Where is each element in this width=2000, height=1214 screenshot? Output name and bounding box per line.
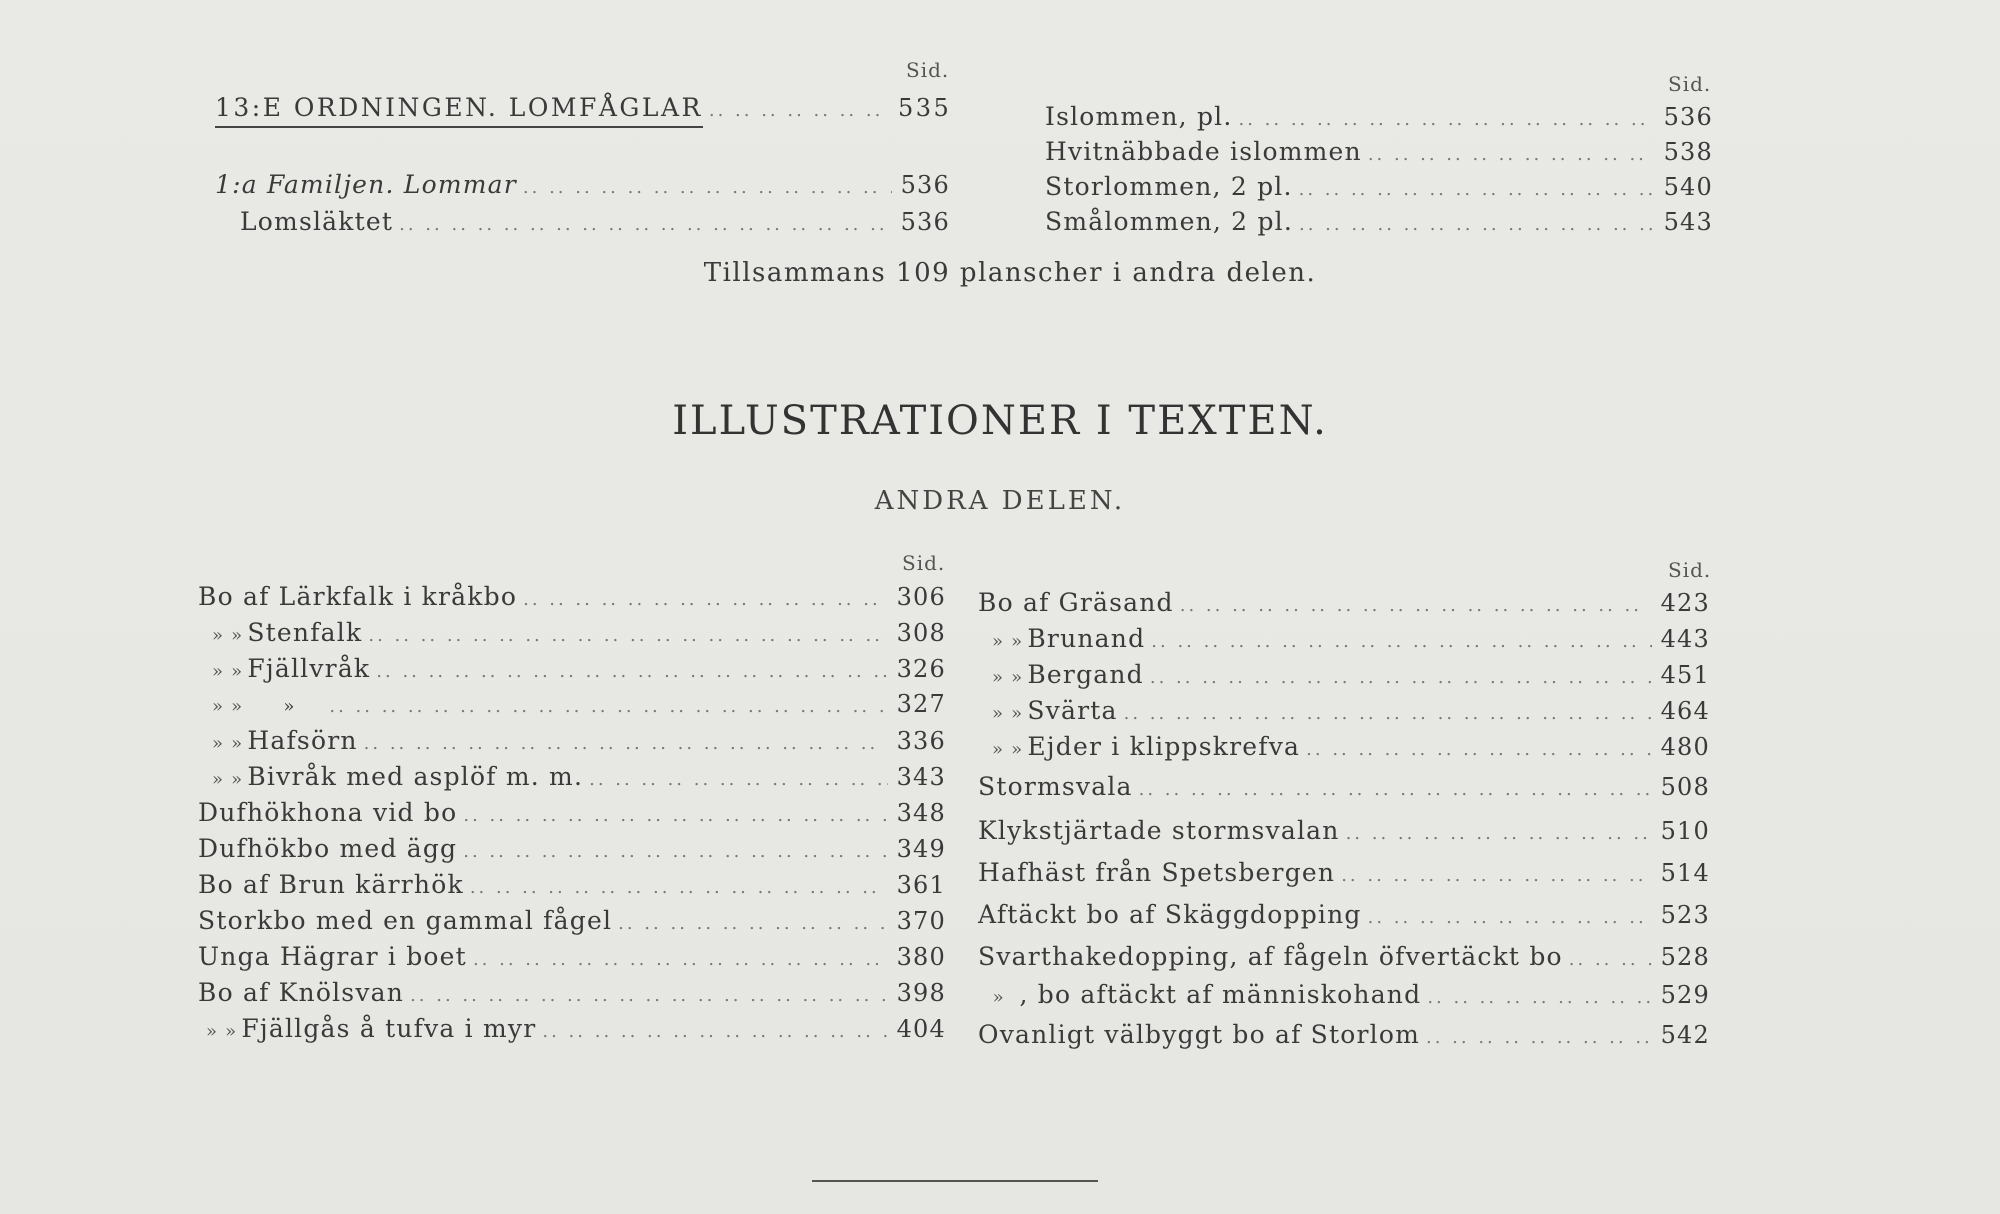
leader-dots bbox=[399, 216, 892, 234]
illustration-page: 306 bbox=[896, 583, 946, 611]
illustration-row bbox=[198, 944, 946, 980]
illustration-page: 326 bbox=[896, 655, 946, 683]
illustration-row bbox=[198, 980, 946, 1016]
illustration-label: Storkbo med en gammal fågel bbox=[198, 906, 613, 935]
illustration-label: » bbox=[283, 696, 296, 717]
illustration-row bbox=[198, 692, 946, 728]
illustration-page: 443 bbox=[1660, 625, 1710, 653]
leader-dots bbox=[1299, 181, 1655, 199]
illustration-label: Fjällgås å tufva i myr bbox=[241, 1014, 537, 1043]
illustration-label: Hafhäst från Spetsbergen bbox=[978, 858, 1336, 887]
ditto-mark: » » bbox=[212, 769, 244, 790]
leader-dots bbox=[589, 771, 888, 789]
illustration-page: 336 bbox=[896, 727, 946, 755]
illustration-row bbox=[978, 590, 1710, 626]
illustration-page: 464 bbox=[1660, 697, 1710, 725]
ditto-mark: » bbox=[992, 987, 1005, 1008]
family-row bbox=[215, 172, 950, 197]
illustration-label: Brunand bbox=[1027, 624, 1146, 653]
family-label: 1:a Familjen. Lommar bbox=[215, 170, 517, 199]
order-page: 535 bbox=[898, 94, 952, 122]
leader-dots bbox=[1180, 597, 1652, 615]
illustration-row bbox=[978, 860, 1710, 902]
leader-dots bbox=[470, 879, 888, 897]
illustration-label: Bivråk med asplöf m. m. bbox=[247, 762, 584, 791]
leader-dots bbox=[1426, 1029, 1652, 1047]
ditto-mark: » » bbox=[992, 631, 1024, 652]
leader-dots bbox=[463, 843, 888, 861]
illustration-row bbox=[198, 584, 946, 620]
leader-dots bbox=[1150, 669, 1652, 687]
genus-row bbox=[215, 209, 950, 234]
section-title: ILLUSTRATIONER I TEXTEN. bbox=[672, 398, 1328, 444]
plate-row bbox=[1045, 139, 1713, 174]
illustration-label: Stenfalk bbox=[247, 618, 363, 647]
ditto-mark: » » bbox=[212, 625, 244, 646]
illustration-row bbox=[198, 800, 946, 836]
order-heading: 13:E ORDNINGEN. LOMFÅGLAR bbox=[215, 95, 703, 128]
leader-dots bbox=[1368, 909, 1652, 927]
illustration-label: Dufhökbo med ägg bbox=[198, 834, 458, 863]
leader-dots bbox=[1239, 111, 1656, 129]
illustration-page: 508 bbox=[1660, 773, 1710, 801]
family-page: 536 bbox=[900, 171, 950, 199]
leader-dots bbox=[410, 987, 888, 1005]
ditto-mark: » » bbox=[212, 733, 244, 754]
plates-left-column bbox=[215, 95, 950, 234]
illustration-label: Hafsörn bbox=[247, 726, 358, 755]
illustration-row bbox=[978, 734, 1710, 774]
illustration-label: Bo af Lärkfalk i kråkbo bbox=[198, 582, 518, 611]
leader-dots bbox=[473, 951, 888, 969]
illustration-page: 398 bbox=[896, 979, 946, 1007]
illustration-row bbox=[978, 662, 1710, 698]
illustration-page: 349 bbox=[896, 835, 946, 863]
genus-label: Lomsläktet bbox=[240, 207, 394, 236]
plate-page: 538 bbox=[1663, 138, 1713, 166]
illustration-label: Ejder i klippskrefva bbox=[1027, 732, 1301, 761]
section-subtitle: ANDRA DELEN. bbox=[874, 486, 1126, 516]
leader-dots bbox=[1306, 741, 1652, 759]
leader-dots bbox=[368, 627, 888, 645]
leader-dots bbox=[1427, 989, 1652, 1007]
ditto-mark: » » bbox=[212, 696, 244, 717]
leader-dots bbox=[523, 179, 892, 197]
illustration-label: Ovanligt välbyggt bo af Storlom bbox=[978, 1020, 1420, 1049]
plate-label: Hvitnäbbade islommen bbox=[1045, 137, 1362, 166]
plates-right-column bbox=[1045, 104, 1713, 244]
illustration-label: Stormsvala bbox=[978, 772, 1133, 801]
illustration-page: 343 bbox=[896, 763, 946, 791]
illustration-row bbox=[978, 774, 1710, 818]
ditto-mark: » » bbox=[992, 739, 1024, 760]
leader-dots bbox=[542, 1023, 888, 1041]
page-column-header: Sid. bbox=[1668, 72, 1712, 96]
illustration-label: Bergand bbox=[1027, 660, 1144, 689]
ditto-mark: » » bbox=[212, 661, 244, 682]
leader-dots bbox=[1124, 705, 1652, 723]
plate-label: Islommen, pl. bbox=[1045, 102, 1233, 131]
illustration-row bbox=[198, 908, 946, 944]
leader-dots bbox=[1368, 146, 1655, 164]
illustration-page: 542 bbox=[1660, 1021, 1710, 1049]
illustration-row bbox=[198, 728, 946, 764]
plate-row bbox=[1045, 104, 1713, 139]
illustration-label: Fjällvråk bbox=[247, 654, 371, 683]
illustration-page: 380 bbox=[896, 943, 946, 971]
illustration-row bbox=[978, 982, 1710, 1022]
ditto-mark: » » bbox=[992, 667, 1024, 688]
illustration-label: Bo af Knölsvan bbox=[198, 978, 405, 1007]
leader-dots bbox=[1341, 867, 1652, 885]
illustration-page: 308 bbox=[896, 619, 946, 647]
plate-row bbox=[1045, 209, 1713, 244]
leader-dots bbox=[1569, 951, 1652, 969]
leader-dots bbox=[1151, 633, 1652, 651]
leader-dots bbox=[329, 698, 888, 716]
leader-dots bbox=[709, 102, 892, 120]
illustrations-left-column bbox=[198, 584, 946, 1052]
ditto-mark: » » bbox=[992, 703, 1024, 724]
leader-dots bbox=[376, 663, 888, 681]
illustration-row bbox=[978, 698, 1710, 734]
plate-page: 536 bbox=[1663, 103, 1713, 131]
plate-page: 543 bbox=[1663, 208, 1713, 236]
leader-dots bbox=[364, 735, 888, 753]
illustration-label: Klykstjärtade stormsvalan bbox=[978, 816, 1340, 845]
illustration-row bbox=[198, 620, 946, 656]
illustration-label: Aftäckt bo af Skäggdopping bbox=[978, 900, 1362, 929]
illustration-row bbox=[198, 1016, 946, 1052]
leader-dots bbox=[618, 915, 888, 933]
plate-page: 540 bbox=[1663, 173, 1713, 201]
leader-dots bbox=[523, 591, 888, 609]
illustration-page: 404 bbox=[896, 1015, 946, 1043]
illustration-page: 528 bbox=[1660, 943, 1710, 971]
leader-dots bbox=[463, 807, 888, 825]
illustration-label: , bo aftäckt af människohand bbox=[1019, 980, 1422, 1009]
closing-rule bbox=[812, 1180, 1098, 1182]
plate-label: Smålommen, 2 pl. bbox=[1045, 207, 1293, 236]
illustration-page: 451 bbox=[1660, 661, 1710, 689]
illustration-page: 370 bbox=[896, 907, 946, 935]
illustration-page: 480 bbox=[1660, 733, 1710, 761]
illustration-row bbox=[198, 836, 946, 872]
page-column-header: Sid. bbox=[902, 551, 946, 575]
illustration-page: 523 bbox=[1660, 901, 1710, 929]
illustrations-right-column bbox=[978, 590, 1710, 1062]
page-column-header: Sid. bbox=[1668, 558, 1712, 582]
illustration-row bbox=[978, 1022, 1710, 1062]
illustration-page: 510 bbox=[1660, 817, 1710, 845]
illustration-label: Unga Hägrar i boet bbox=[198, 942, 467, 971]
plate-label: Storlommen, 2 pl. bbox=[1045, 172, 1293, 201]
illustration-row bbox=[978, 626, 1710, 662]
illustration-page: 327 bbox=[896, 690, 946, 718]
order-heading-row bbox=[215, 95, 950, 128]
illustration-page: 529 bbox=[1660, 981, 1710, 1009]
plate-row bbox=[1045, 174, 1713, 209]
illustration-row bbox=[198, 656, 946, 692]
illustration-page: 423 bbox=[1660, 589, 1710, 617]
illustration-page: 348 bbox=[896, 799, 946, 827]
illustration-label: Svarthakedopping, af fågeln öfvertäckt bo bbox=[978, 942, 1563, 971]
page-column-header: Sid. bbox=[906, 58, 950, 82]
illustration-page: 361 bbox=[896, 871, 946, 899]
illustration-page: 514 bbox=[1660, 859, 1710, 887]
genus-page: 536 bbox=[900, 208, 950, 236]
illustration-row bbox=[198, 872, 946, 908]
illustration-label: Bo af Gräsand bbox=[978, 588, 1174, 617]
plates-total: Tillsammans 109 planscher i andra delen. bbox=[703, 258, 1317, 288]
illustration-label: Dufhökhona vid bo bbox=[198, 798, 458, 827]
leader-dots bbox=[1299, 216, 1655, 234]
illustration-row bbox=[978, 902, 1710, 944]
ditto-mark: » » bbox=[206, 1021, 238, 1042]
illustration-label: Svärta bbox=[1027, 696, 1118, 725]
leader-dots bbox=[1139, 781, 1652, 799]
illustration-row bbox=[978, 818, 1710, 860]
illustration-label: Bo af Brun kärrhök bbox=[198, 870, 464, 899]
leader-dots bbox=[1346, 825, 1652, 843]
illustration-row bbox=[198, 764, 946, 800]
illustration-row bbox=[978, 944, 1710, 982]
